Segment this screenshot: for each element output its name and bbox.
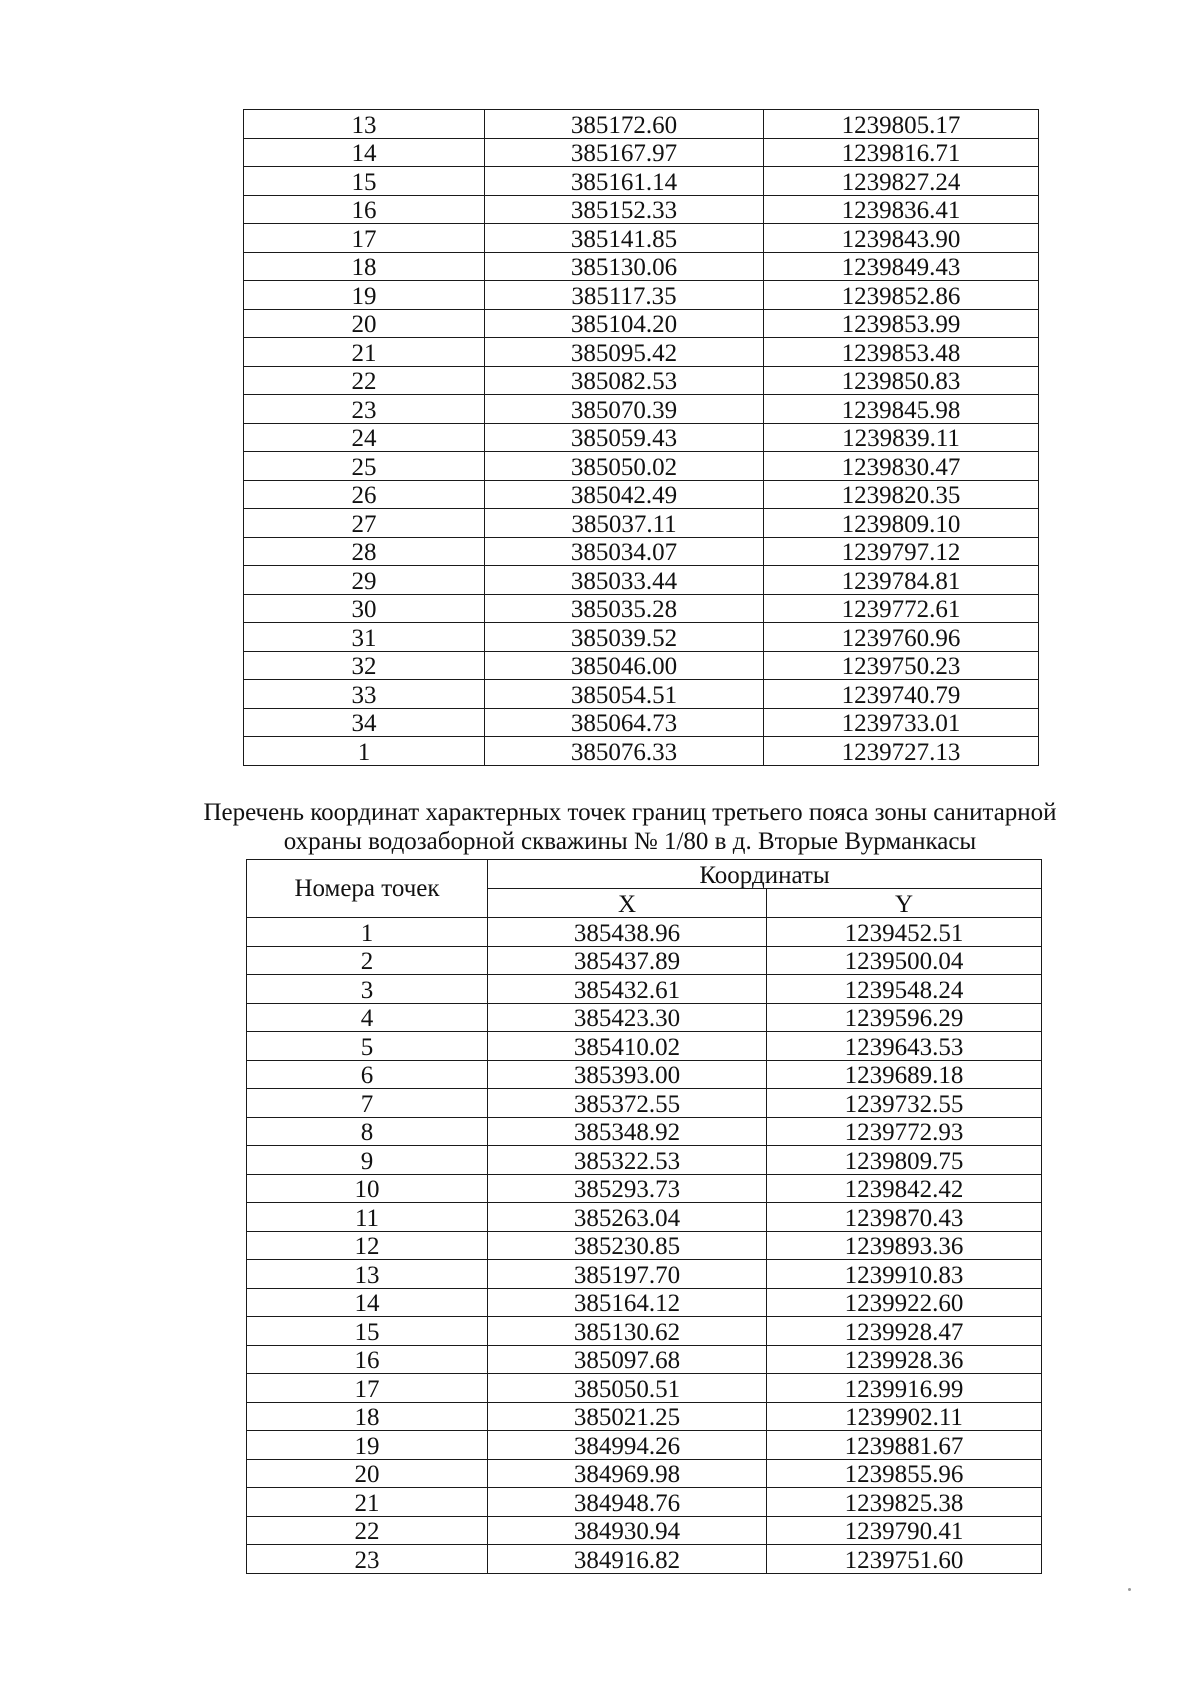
y-coordinate-cell: 1239853.48 [764, 338, 1039, 367]
y-coordinate-cell: 1239643.53 [767, 1032, 1042, 1061]
table-row [244, 509, 1039, 538]
x-coordinate-cell: 385164.12 [488, 1288, 767, 1317]
coordinates-table-continuation [243, 109, 1039, 766]
table-row [247, 1431, 1042, 1460]
point-number-cell: 14 [247, 1288, 488, 1317]
point-number-cell: 19 [244, 281, 485, 310]
x-coordinate-cell: 384994.26 [488, 1431, 767, 1460]
x-coordinate-cell: 385152.33 [485, 195, 764, 224]
table-1-body [244, 110, 1039, 766]
table-row [244, 281, 1039, 310]
point-number-cell: 19 [247, 1431, 488, 1460]
point-number-cell: 24 [244, 423, 485, 452]
x-coordinate-cell: 385438.96 [488, 918, 767, 947]
x-coordinate-cell: 385104.20 [485, 309, 764, 338]
table-row [244, 366, 1039, 395]
x-coordinate-cell: 385082.53 [485, 366, 764, 395]
point-number-cell: 26 [244, 480, 485, 509]
x-coordinate-cell: 385035.28 [485, 594, 764, 623]
table-row [244, 537, 1039, 566]
x-coordinate-cell: 385437.89 [488, 946, 767, 975]
x-coordinate-cell: 385039.52 [485, 623, 764, 652]
table-row [247, 1317, 1042, 1346]
x-coordinate-cell: 385410.02 [488, 1032, 767, 1061]
point-number-cell: 6 [247, 1060, 488, 1089]
header-x: X [488, 889, 767, 918]
x-coordinate-cell: 385161.14 [485, 167, 764, 196]
y-coordinate-cell: 1239548.24 [767, 975, 1042, 1004]
point-number-cell: 15 [244, 167, 485, 196]
caption-line-2: охраны водозаборной скважины № 1/80 в д. Вторые Вурманкасы [283, 828, 977, 855]
y-coordinate-cell: 1239740.79 [764, 680, 1039, 709]
point-number-cell: 18 [244, 252, 485, 281]
y-coordinate-cell: 1239850.83 [764, 366, 1039, 395]
y-coordinate-cell: 1239816.71 [764, 138, 1039, 167]
table-row [247, 1402, 1042, 1431]
table-row [247, 1516, 1042, 1545]
point-number-cell: 23 [244, 395, 485, 424]
table-row [244, 708, 1039, 737]
x-coordinate-cell: 385034.07 [485, 537, 764, 566]
x-coordinate-cell: 385432.61 [488, 975, 767, 1004]
y-coordinate-cell: 1239500.04 [767, 946, 1042, 975]
point-number-cell: 20 [247, 1459, 488, 1488]
point-number-cell: 13 [244, 110, 485, 139]
y-coordinate-cell: 1239772.93 [767, 1117, 1042, 1146]
x-coordinate-cell: 385054.51 [485, 680, 764, 709]
x-coordinate-cell: 385064.73 [485, 708, 764, 737]
point-number-cell: 31 [244, 623, 485, 652]
y-coordinate-cell: 1239836.41 [764, 195, 1039, 224]
point-number-cell: 1 [247, 918, 488, 947]
y-coordinate-cell: 1239784.81 [764, 566, 1039, 595]
point-number-cell: 22 [247, 1516, 488, 1545]
point-number-cell: 17 [247, 1374, 488, 1403]
y-coordinate-cell: 1239910.83 [767, 1260, 1042, 1289]
x-coordinate-cell: 385348.92 [488, 1117, 767, 1146]
table-row [247, 1231, 1042, 1260]
y-coordinate-cell: 1239772.61 [764, 594, 1039, 623]
point-number-cell: 23 [247, 1545, 488, 1574]
point-number-cell: 34 [244, 708, 485, 737]
y-coordinate-cell: 1239790.41 [767, 1516, 1042, 1545]
x-coordinate-cell: 385230.85 [488, 1231, 767, 1260]
table-row [247, 1260, 1042, 1289]
point-number-cell: 15 [247, 1317, 488, 1346]
header-coordinates: Координаты [488, 860, 1042, 889]
y-coordinate-cell: 1239452.51 [767, 918, 1042, 947]
y-coordinate-cell: 1239727.13 [764, 737, 1039, 766]
x-coordinate-cell: 385050.02 [485, 452, 764, 481]
point-number-cell: 8 [247, 1117, 488, 1146]
x-coordinate-cell: 385021.25 [488, 1402, 767, 1431]
table-row [244, 651, 1039, 680]
y-coordinate-cell: 1239902.11 [767, 1402, 1042, 1431]
point-number-cell: 7 [247, 1089, 488, 1118]
table-2-header [247, 860, 1042, 918]
y-coordinate-cell: 1239842.42 [767, 1174, 1042, 1203]
x-coordinate-cell: 385172.60 [485, 110, 764, 139]
x-coordinate-cell: 385050.51 [488, 1374, 767, 1403]
point-number-cell: 18 [247, 1402, 488, 1431]
point-number-cell: 32 [244, 651, 485, 680]
table-row [247, 1003, 1042, 1032]
y-coordinate-cell: 1239732.55 [767, 1089, 1042, 1118]
y-coordinate-cell: 1239733.01 [764, 708, 1039, 737]
table-row [244, 623, 1039, 652]
table-row [247, 1060, 1042, 1089]
point-number-cell: 5 [247, 1032, 488, 1061]
table-row [247, 1288, 1042, 1317]
x-coordinate-cell: 384916.82 [488, 1545, 767, 1574]
header-row-1 [247, 860, 1042, 889]
point-number-cell: 30 [244, 594, 485, 623]
table-row [244, 252, 1039, 281]
y-coordinate-cell: 1239853.99 [764, 309, 1039, 338]
table-row [247, 975, 1042, 1004]
y-coordinate-cell: 1239805.17 [764, 110, 1039, 139]
table-row [247, 1345, 1042, 1374]
x-coordinate-cell: 385322.53 [488, 1146, 767, 1175]
y-coordinate-cell: 1239839.11 [764, 423, 1039, 452]
point-number-cell: 25 [244, 452, 485, 481]
y-coordinate-cell: 1239928.47 [767, 1317, 1042, 1346]
point-number-cell: 16 [247, 1345, 488, 1374]
point-number-cell: 16 [244, 195, 485, 224]
x-coordinate-cell: 385046.00 [485, 651, 764, 680]
x-coordinate-cell: 385141.85 [485, 224, 764, 253]
header-y: Y [767, 889, 1042, 918]
table-row [247, 1032, 1042, 1061]
scan-speck [1128, 1588, 1131, 1591]
x-coordinate-cell: 385097.68 [488, 1345, 767, 1374]
table-row [247, 1459, 1042, 1488]
point-number-cell: 3 [247, 975, 488, 1004]
point-number-cell: 17 [244, 224, 485, 253]
x-coordinate-cell: 384948.76 [488, 1488, 767, 1517]
x-coordinate-cell: 385293.73 [488, 1174, 767, 1203]
x-coordinate-cell: 385059.43 [485, 423, 764, 452]
point-number-cell: 2 [247, 946, 488, 975]
x-coordinate-cell: 385263.04 [488, 1203, 767, 1232]
y-coordinate-cell: 1239760.96 [764, 623, 1039, 652]
table-row [244, 452, 1039, 481]
table-row [247, 918, 1042, 947]
table-row [244, 423, 1039, 452]
table-row [247, 1146, 1042, 1175]
x-coordinate-cell: 385117.35 [485, 281, 764, 310]
table-row [247, 1203, 1042, 1232]
y-coordinate-cell: 1239893.36 [767, 1231, 1042, 1260]
table-row [244, 594, 1039, 623]
y-coordinate-cell: 1239825.38 [767, 1488, 1042, 1517]
point-number-cell: 11 [247, 1203, 488, 1232]
y-coordinate-cell: 1239830.47 [764, 452, 1039, 481]
y-coordinate-cell: 1239751.60 [767, 1545, 1042, 1574]
point-number-cell: 13 [247, 1260, 488, 1289]
table-row [244, 338, 1039, 367]
x-coordinate-cell: 385423.30 [488, 1003, 767, 1032]
table-row [247, 1374, 1042, 1403]
point-number-cell: 10 [247, 1174, 488, 1203]
table-row [247, 1488, 1042, 1517]
point-number-cell: 9 [247, 1146, 488, 1175]
y-coordinate-cell: 1239881.67 [767, 1431, 1042, 1460]
x-coordinate-cell: 385033.44 [485, 566, 764, 595]
y-coordinate-cell: 1239809.75 [767, 1146, 1042, 1175]
y-coordinate-cell: 1239809.10 [764, 509, 1039, 538]
table-row [244, 138, 1039, 167]
point-number-cell: 21 [244, 338, 485, 367]
table-row [244, 110, 1039, 139]
y-coordinate-cell: 1239852.86 [764, 281, 1039, 310]
x-coordinate-cell: 385070.39 [485, 395, 764, 424]
y-coordinate-cell: 1239916.99 [767, 1374, 1042, 1403]
x-coordinate-cell: 385076.33 [485, 737, 764, 766]
x-coordinate-cell: 385037.11 [485, 509, 764, 538]
y-coordinate-cell: 1239820.35 [764, 480, 1039, 509]
table-row [244, 224, 1039, 253]
x-coordinate-cell: 384930.94 [488, 1516, 767, 1545]
caption-line-1: Перечень координат характерных точек границ третьего пояса зоны санитарной [203, 799, 1057, 826]
point-number-cell: 14 [244, 138, 485, 167]
table-row [244, 167, 1039, 196]
y-coordinate-cell: 1239928.36 [767, 1345, 1042, 1374]
table-row [244, 395, 1039, 424]
x-coordinate-cell: 385042.49 [485, 480, 764, 509]
x-coordinate-cell: 385393.00 [488, 1060, 767, 1089]
x-coordinate-cell: 385197.70 [488, 1260, 767, 1289]
y-coordinate-cell: 1239922.60 [767, 1288, 1042, 1317]
point-number-cell: 20 [244, 309, 485, 338]
table-row [247, 1117, 1042, 1146]
table-row [244, 309, 1039, 338]
x-coordinate-cell: 385372.55 [488, 1089, 767, 1118]
x-coordinate-cell: 385130.06 [485, 252, 764, 281]
point-number-cell: 22 [244, 366, 485, 395]
y-coordinate-cell: 1239843.90 [764, 224, 1039, 253]
x-coordinate-cell: 384969.98 [488, 1459, 767, 1488]
table-2-body [247, 918, 1042, 1574]
point-number-cell: 12 [247, 1231, 488, 1260]
y-coordinate-cell: 1239855.96 [767, 1459, 1042, 1488]
x-coordinate-cell: 385167.97 [485, 138, 764, 167]
table-row [247, 1545, 1042, 1574]
point-number-cell: 29 [244, 566, 485, 595]
y-coordinate-cell: 1239797.12 [764, 537, 1039, 566]
table-row [244, 480, 1039, 509]
table-row [244, 195, 1039, 224]
header-point-numbers: Номера точек [247, 860, 488, 918]
y-coordinate-cell: 1239596.29 [767, 1003, 1042, 1032]
y-coordinate-cell: 1239827.24 [764, 167, 1039, 196]
coordinates-table-third-belt [246, 859, 1042, 1574]
y-coordinate-cell: 1239849.43 [764, 252, 1039, 281]
point-number-cell: 33 [244, 680, 485, 709]
y-coordinate-cell: 1239870.43 [767, 1203, 1042, 1232]
point-number-cell: 28 [244, 537, 485, 566]
table-row [247, 1089, 1042, 1118]
y-coordinate-cell: 1239750.23 [764, 651, 1039, 680]
table-row [247, 1174, 1042, 1203]
x-coordinate-cell: 385095.42 [485, 338, 764, 367]
y-coordinate-cell: 1239845.98 [764, 395, 1039, 424]
table-row [244, 737, 1039, 766]
table-2-caption [150, 798, 1110, 856]
point-number-cell: 1 [244, 737, 485, 766]
table-row [247, 946, 1042, 975]
x-coordinate-cell: 385130.62 [488, 1317, 767, 1346]
point-number-cell: 27 [244, 509, 485, 538]
table-row [244, 680, 1039, 709]
y-coordinate-cell: 1239689.18 [767, 1060, 1042, 1089]
point-number-cell: 21 [247, 1488, 488, 1517]
table-row [244, 566, 1039, 595]
point-number-cell: 4 [247, 1003, 488, 1032]
